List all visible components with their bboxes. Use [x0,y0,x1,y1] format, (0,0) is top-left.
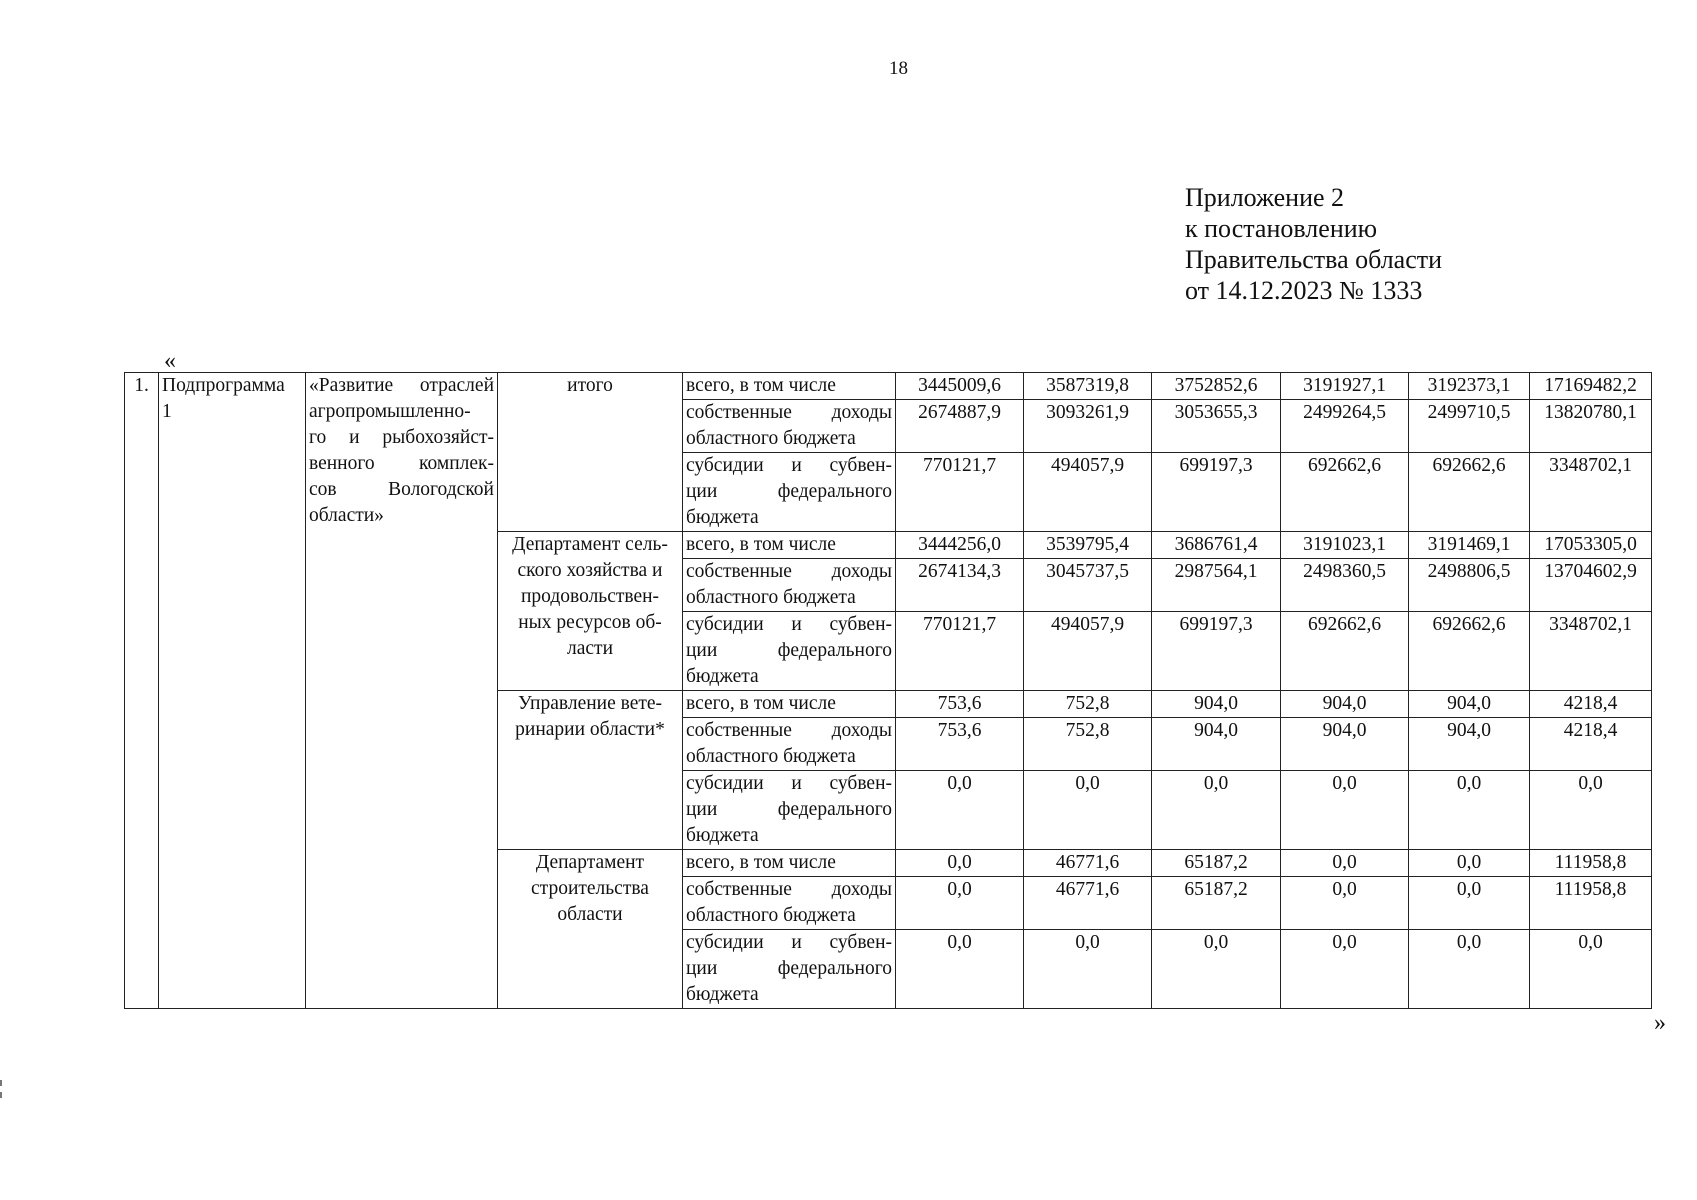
subprogram-text: Подпрограмма [162,375,285,396]
scan-margin-mark [0,1080,5,1098]
funding-source-label: субсидии и субвен- [686,455,892,476]
amount-cell: 0,0 [896,930,1024,1009]
funding-source-label: ции федерального [686,799,892,820]
amount-cell: 3752852,6 [1152,373,1281,400]
amount-cell: 0,0 [1024,930,1152,1009]
amount-cell: 904,0 [1409,691,1530,718]
amount-cell: 904,0 [1409,718,1530,771]
executor-name-line: итого [567,375,613,396]
amount-cell: 0,0 [1409,850,1530,877]
funding-source-label: ции федерального [686,640,892,661]
subprogram-cell [159,373,306,1009]
amount-cell: 13820780,1 [1530,400,1652,453]
appendix-line-2: к постановлению [1185,214,1378,243]
budget-table-body [125,373,1652,1009]
amount-cell: 0,0 [1152,930,1281,1009]
amount-cell: 3587319,8 [1024,373,1152,400]
amount-cell: 753,6 [896,718,1024,771]
funding-source-label: бюджета [686,984,759,1005]
executor-name-line: продовольствен- [520,586,660,607]
funding-source-label: областного бюджета [686,587,856,608]
amount-cell: 692662,6 [1281,612,1409,691]
amount-cell: 0,0 [896,850,1024,877]
closing-quote: » [1654,1010,1666,1036]
amount-cell: 0,0 [1409,930,1530,1009]
amount-cell: 770121,7 [896,612,1024,691]
amount-cell: 2498806,5 [1409,559,1530,612]
amount-cell: 3348702,1 [1530,453,1652,532]
funding-source-label: всего, в том числе [686,534,836,555]
amount-cell: 3686761,4 [1152,532,1281,559]
funding-source-cell [683,877,896,930]
amount-cell: 0,0 [1409,771,1530,850]
amount-cell: 2987564,1 [1152,559,1281,612]
funding-source-cell [683,930,896,1009]
amount-cell: 0,0 [1152,771,1281,850]
executor-name-line: ных ресурсов об- [518,612,662,633]
amount-cell: 2674134,3 [896,559,1024,612]
appendix-line-4: от 14.12.2023 № 1333 [1185,276,1423,305]
amount-cell: 2499710,5 [1409,400,1530,453]
executor-name-line: ринарии области* [515,719,665,740]
funding-source-label: всего, в том числе [686,375,836,396]
funding-source-label: субсидии и субвен- [686,773,892,794]
funding-source-cell [683,559,896,612]
amount-cell: 0,0 [1024,771,1152,850]
funding-source-cell [683,850,896,877]
executor-name-line: Департамент [535,852,645,873]
amount-cell: 3045737,5 [1024,559,1152,612]
executor-cell [498,850,683,1009]
amount-cell: 0,0 [1530,930,1652,1009]
funding-source-cell [683,718,896,771]
amount-cell: 692662,6 [1409,453,1530,532]
amount-cell: 17169482,2 [1530,373,1652,400]
amount-cell: 3191927,1 [1281,373,1409,400]
amount-cell: 0,0 [1281,850,1409,877]
executor-name-line: Департамент сель- [512,534,668,555]
funding-source-label: ции федерального [686,481,892,502]
amount-cell: 3191469,1 [1409,532,1530,559]
executor-name-line: области [557,904,623,925]
amount-cell: 692662,6 [1281,453,1409,532]
appendix-line-3: Правительства области [1185,245,1443,274]
amount-cell: 3191023,1 [1281,532,1409,559]
executor-name-line: ласти [567,638,613,659]
executor-cell [498,532,683,691]
amount-cell: 904,0 [1152,691,1281,718]
subprogram-title-line: сов Вологодской [309,479,494,500]
amount-cell: 0,0 [896,771,1024,850]
funding-source-label: субсидии и субвен- [686,614,892,635]
amount-cell: 2499264,5 [1281,400,1409,453]
budget-table [124,372,1652,1009]
funding-source-cell [683,532,896,559]
amount-cell: 692662,6 [1409,612,1530,691]
amount-cell: 0,0 [1281,771,1409,850]
amount-cell: 699197,3 [1152,612,1281,691]
amount-cell: 46771,6 [1024,850,1152,877]
funding-source-label: собственные доходы [686,561,892,582]
funding-source-label: областного бюджета [686,905,856,926]
amount-cell: 770121,7 [896,453,1024,532]
amount-cell: 904,0 [1281,718,1409,771]
subprogram-title-cell [306,373,498,1009]
amount-cell: 494057,9 [1024,453,1152,532]
funding-source-label: собственные доходы [686,720,892,741]
appendix-line-1: Приложение 2 [1185,183,1345,212]
funding-source-cell [683,771,896,850]
page-number: 18 [889,58,908,79]
subprogram-text: 1 [162,401,172,422]
amount-cell: 3093261,9 [1024,400,1152,453]
executor-cell [498,691,683,850]
amount-cell: 494057,9 [1024,612,1152,691]
funding-source-cell [683,691,896,718]
amount-cell: 0,0 [1281,930,1409,1009]
funding-source-label: собственные доходы [686,879,892,900]
subprogram-title-line: агропромышленно- [309,401,471,422]
amount-cell: 13704602,9 [1530,559,1652,612]
amount-cell: 4218,4 [1530,691,1652,718]
funding-source-label: ции федерального [686,958,892,979]
amount-cell: 3053655,3 [1152,400,1281,453]
amount-cell: 2674887,9 [896,400,1024,453]
appendix-header [1185,182,1442,306]
funding-source-label: бюджета [686,507,759,528]
amount-cell: 0,0 [896,877,1024,930]
funding-source-label: областного бюджета [686,746,856,767]
amount-cell: 0,0 [1530,771,1652,850]
opening-quote: « [164,348,176,374]
amount-cell: 4218,4 [1530,718,1652,771]
amount-cell: 0,0 [1409,877,1530,930]
funding-source-label: бюджета [686,825,759,846]
amount-cell: 752,8 [1024,718,1152,771]
amount-cell: 752,8 [1024,691,1152,718]
table-row [125,373,1652,400]
executor-cell [498,373,683,532]
funding-source-label: собственные доходы [686,402,892,423]
amount-cell: 753,6 [896,691,1024,718]
amount-cell: 699197,3 [1152,453,1281,532]
row-number-cell: 1. [125,373,159,1009]
amount-cell: 111958,8 [1530,850,1652,877]
amount-cell: 3348702,1 [1530,612,1652,691]
subprogram-title-line: го и рыбохозяйст- [309,427,494,448]
amount-cell: 65187,2 [1152,850,1281,877]
executor-name-line: строительства [531,878,649,899]
amount-cell: 17053305,0 [1530,532,1652,559]
funding-source-label: всего, в том числе [686,852,836,873]
funding-source-cell [683,400,896,453]
funding-source-label: всего, в том числе [686,693,836,714]
funding-source-label: бюджета [686,666,759,687]
subprogram-title-line: области» [309,505,384,526]
amount-cell: 3444256,0 [896,532,1024,559]
funding-source-cell [683,453,896,532]
amount-cell: 46771,6 [1024,877,1152,930]
amount-cell: 3192373,1 [1409,373,1530,400]
funding-source-label: субсидии и субвен- [686,932,892,953]
funding-source-cell [683,373,896,400]
amount-cell: 2498360,5 [1281,559,1409,612]
amount-cell: 904,0 [1281,691,1409,718]
amount-cell: 0,0 [1281,877,1409,930]
subprogram-title-line: венного комплек- [309,453,494,474]
amount-cell: 65187,2 [1152,877,1281,930]
amount-cell: 904,0 [1152,718,1281,771]
funding-source-cell [683,612,896,691]
executor-name-line: Управление вете- [517,693,663,714]
executor-name-line: ского хозяйства и [517,560,663,581]
amount-cell: 111958,8 [1530,877,1652,930]
subprogram-title-line: «Развитие отраслей [309,375,494,396]
amount-cell: 3539795,4 [1024,532,1152,559]
funding-source-label: областного бюджета [686,428,856,449]
amount-cell: 3445009,6 [896,373,1024,400]
